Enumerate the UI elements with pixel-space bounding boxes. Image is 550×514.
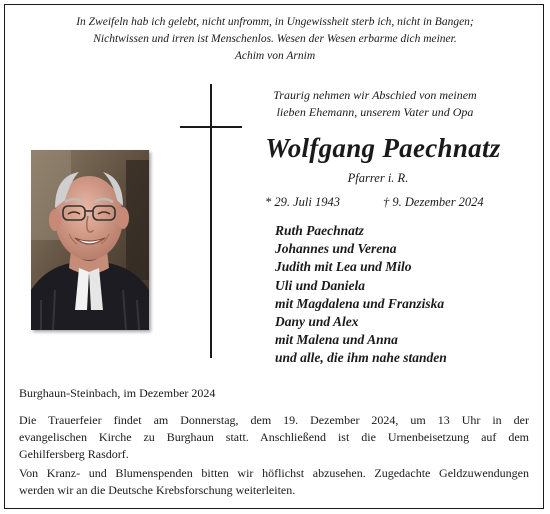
quote-line: In Zweifeln hab ich gelebt, nicht unfromm, in Ungewissheit sterb ich, nicht in Bangen; xyxy=(76,16,474,28)
funeral-info xyxy=(19,412,529,463)
place-date: Burghaun-Steinbach, im Dezember 2024 xyxy=(19,386,216,400)
portrait-photo xyxy=(31,150,149,330)
cross-horizontal xyxy=(180,126,242,128)
donation-info xyxy=(19,465,529,499)
mourner-line: mit Malena und Anna xyxy=(275,332,398,348)
birth-date: * 29. Juli 1943 xyxy=(265,195,340,209)
mourner-line: Ruth Paechnatz xyxy=(275,223,364,238)
death-date: † 9. Dezember 2024 xyxy=(383,195,484,209)
funeral-line: Gehilfersberg Rasdorf. xyxy=(19,447,129,461)
funeral-line: Die Trauerfeier findet am Donnerstag, dem 19. Dezember 2024, um 13 Uhr in der xyxy=(19,413,529,427)
mourner-line: mit Magdalena und Franziska xyxy=(275,295,445,311)
funeral-line: evangelischen Kirche zu Burghaun statt. Anschließend ist die Urnenbeisetzung auf dem xyxy=(19,430,529,444)
donation-line: werden wir an die Deutsche Krebsforschung weiterleiten. xyxy=(19,483,296,497)
intro-text xyxy=(250,87,500,121)
mourner-line: Judith mit Lea und Milo xyxy=(275,259,412,275)
mourner-line: Johannes und Verena xyxy=(275,241,397,257)
intro-line: lieben Ehemann, unserem Vater und Opa xyxy=(276,105,474,119)
mourners-list xyxy=(275,222,535,368)
quote-author: Achim von Arnim xyxy=(234,50,316,62)
mourner-line: Uli und Daniela xyxy=(275,277,366,293)
intro-line: Traurig nehmen wir Abschied von meinem xyxy=(273,88,477,102)
quote-line: Nichtwissen und irren ist Menschenlos. Wesen der Wesen erbarme dich meiner. xyxy=(93,33,457,45)
deceased-name: Wolfgang Paechnatz xyxy=(265,133,501,163)
mourner-line: Dany und Alex xyxy=(275,314,359,330)
deceased-title: Pfarrer i. R. xyxy=(347,171,409,185)
quote xyxy=(10,14,540,65)
donation-line: Von Kranz- und Blumenspenden bitten wir höflichst abzusehen. Zugedachte Geldzuwendungen xyxy=(19,466,529,480)
mourner-line: und alle, die ihm nahe standen xyxy=(275,350,447,366)
